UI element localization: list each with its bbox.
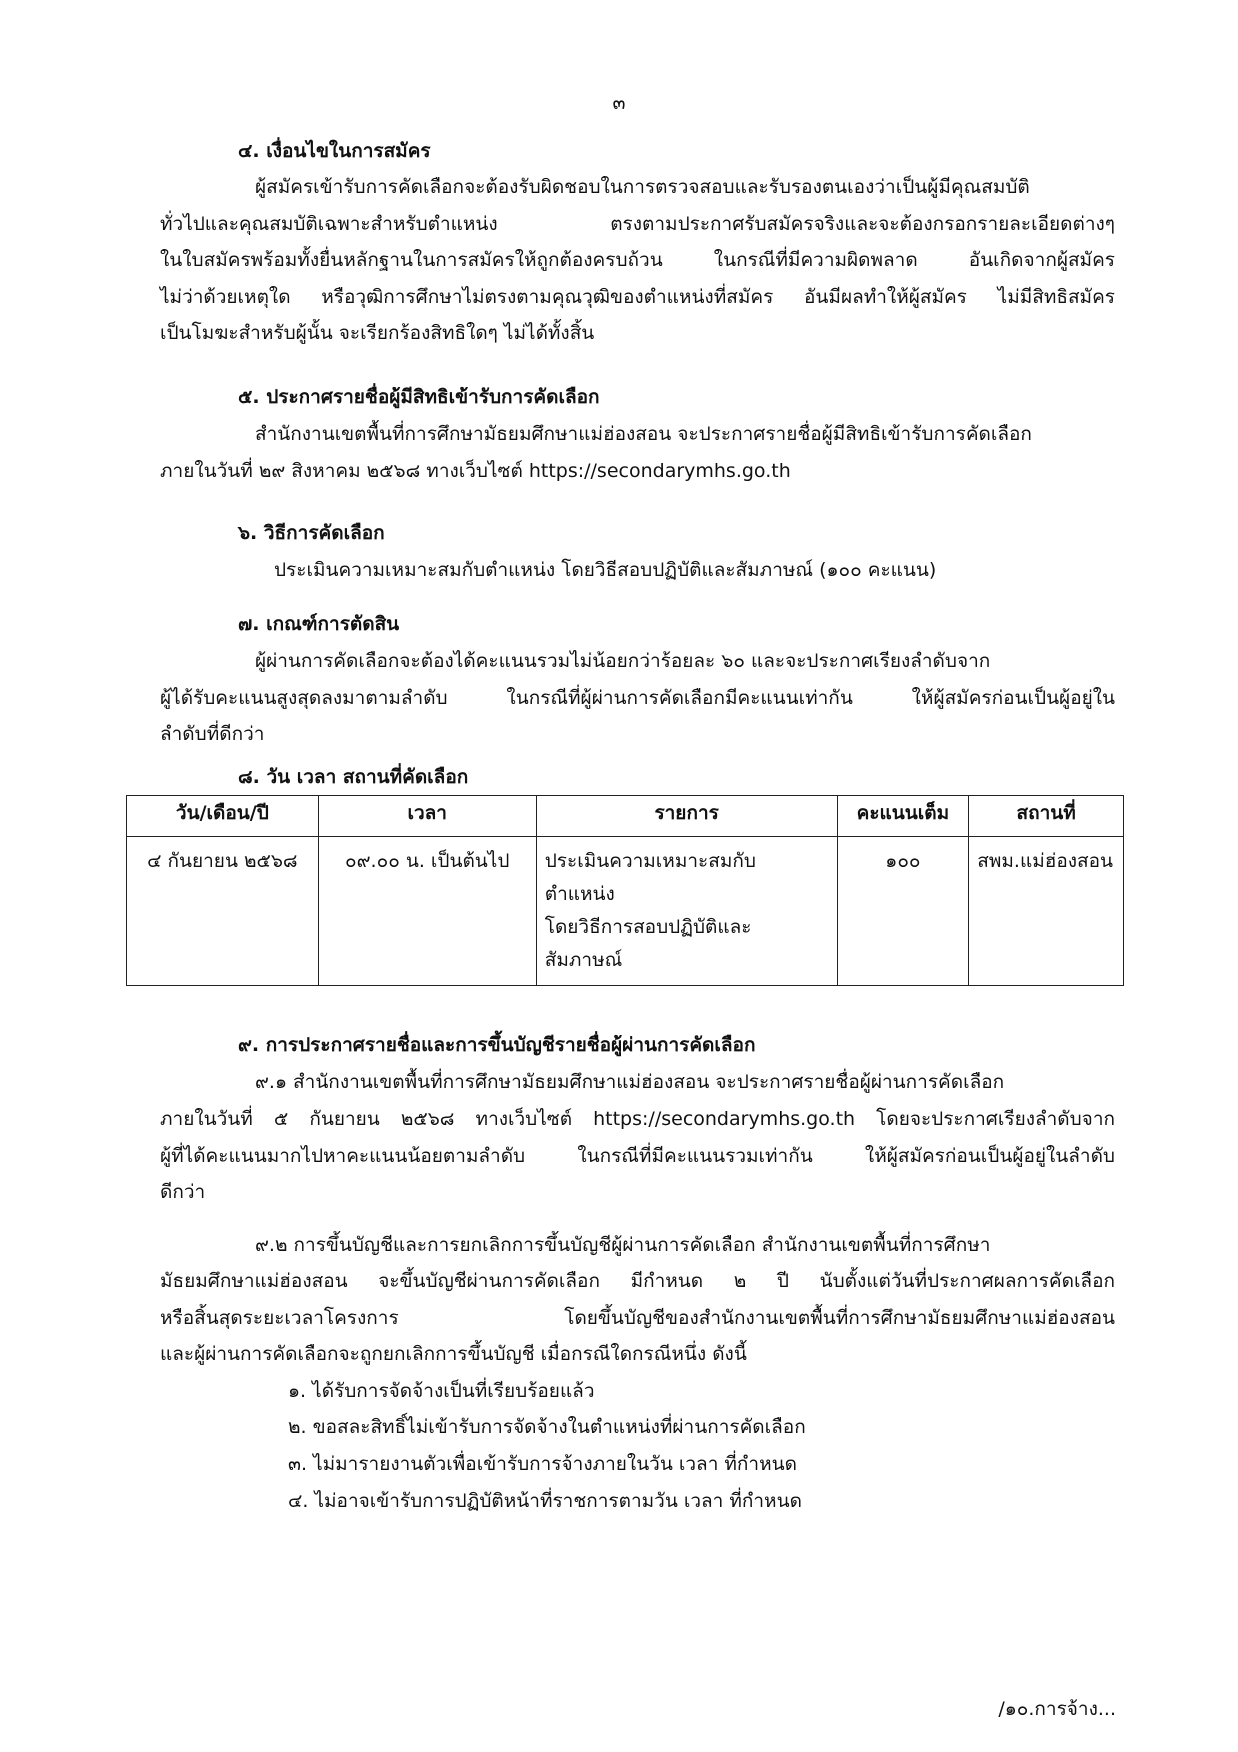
cancel-condition-1: ๑. ได้รับการจัดจ้างเป็นที่เรียบร้อยแล้ว [288,1380,595,1402]
table-row [127,837,1124,986]
section-4-heading: ๔. เงื่อนไขในการสมัคร [238,140,431,162]
cell-score: ๑๐๐ [837,837,969,986]
section-4-line-1: ผู้สมัครเข้ารับการคัดเลือกจะต้องรับผิดชอบในการตรวจสอบและรับรองตนเองว่าเป็นผู้มีคุณสมบัติ [255,176,1030,198]
cell-item-line-1: ประเมินความเหมาะสมกับ [544,850,756,872]
section-4-line-5: เป็นโมฆะสำหรับผู้นั้น จะเรียกร้องสิทธิใดๆ ไม่ได้ทั้งสิ้น [160,322,595,344]
section-9-1-line-2: ภายในวันที่ ๕ กันยายน ๒๕๖๘ ทางเว็บไซต์ https://secondarymhs.go.th โดยจะประกาศเรียงลำดับจาก [160,1108,1115,1130]
section-9-2-line-1: ๙.๒ การขึ้นบัญชีและการยกเลิกการขึ้นบัญชีผู้ผ่านการคัดเลือก สำนักงานเขตพื้นที่การศึกษา [255,1234,991,1256]
selection-schedule-table [126,795,1124,986]
section-9-1-line-4: ดีกว่า [160,1181,206,1203]
section-9-1-line-1: ๙.๑ สำนักงานเขตพื้นที่การศึกษามัธยมศึกษาแม่ฮ่องสอน จะประกาศรายชื่อผู้ผ่านการคัดเลือก [255,1071,1005,1093]
cell-place: สพม.แม่ฮ่องสอน [969,837,1124,986]
section-9-2-line-3: หรือสิ้นสุดระยะเวลาโครงการ โดยขึ้นบัญชีของสำนักงานเขตพื้นที่การศึกษามัธยมศึกษาแม่ฮ่องสอน [160,1307,1115,1329]
section-7-heading: ๗. เกณฑ์การตัดสิน [238,613,400,635]
section-9-2-line-4: และผู้ผ่านการคัดเลือกจะถูกยกเลิกการขึ้นบัญชี เมื่อกรณีใดกรณีหนึ่ง ดังนี้ [160,1343,747,1365]
cell-time: ๐๙.๐๐ น. เป็นต้นไป [318,837,536,986]
cancel-condition-3: ๓. ไม่มารายงานตัวเพื่อเข้ารับการจ้างภายในวัน เวลา ที่กำหนด [288,1453,797,1475]
section-6-line-1: ประเมินความเหมาะสมกับตำแหน่ง โดยวิธีสอบปฏิบัติและสัมภาษณ์ (๑๐๐ คะแนน) [274,559,937,581]
cell-item-line-3: โดยวิธีการสอบปฏิบัติและ [544,916,752,938]
cell-item-line-2: ตำแหน่ง [544,883,615,905]
section-7-line-2: ผู้ได้รับคะแนนสูงสุดลงมาตามลำดับ ในกรณีที่ผู้ผ่านการคัดเลือกมีคะแนนเท่ากัน ให้ผู้สมัครก่อนเป็นผู้อยู่ใน [160,687,1115,709]
section-9-1-line-3: ผู้ที่ได้คะแนนมากไปหาคะแนนน้อยตามลำดับ ในกรณีที่มีคะแนนรวมเท่ากัน ให้ผู้สมัครก่อนเป็นผู้อยู่ในลำดับ [160,1145,1115,1167]
cell-date: ๔ กันยายน ๒๕๖๘ [127,837,319,986]
header-full-score: คะแนนเต็ม [837,796,969,837]
section-7-line-3: ลำดับที่ดีกว่า [160,723,265,745]
header-date: วัน/เดือน/ปี [127,796,319,837]
cancel-condition-4: ๔. ไม่อาจเข้ารับการปฏิบัติหน้าที่ราชการตามวัน เวลา ที่กำหนด [288,1490,802,1512]
section-5-line-1: สำนักงานเขตพื้นที่การศึกษามัธยมศึกษาแม่ฮ่องสอน จะประกาศรายชื่อผู้มีสิทธิเข้ารับการคัดเลือก [255,423,1032,445]
section-4-line-2: ทั่วไปและคุณสมบัติเฉพาะสำหรับตำแหน่ง ตรงตามประกาศรับสมัครจริงและจะต้องกรอกรายละเอียดต่างๆ [160,213,1115,235]
header-item: รายการ [536,796,837,837]
section-4-line-4: ไม่ว่าด้วยเหตุใด หรือวุฒิการศึกษาไม่ตรงตามคุณวุฒิของตำแหน่งที่สมัคร อันมีผลทำให้ผู้สมัคร ไม่มีสิทธิสมัคร [160,286,1115,308]
section-5-line-2: ภายในวันที่ ๒๙ สิงหาคม ๒๕๖๘ ทางเว็บไซต์ https://secondarymhs.go.th [160,460,791,482]
section-5-heading: ๕. ประกาศรายชื่อผู้มีสิทธิเข้ารับการคัดเลือก [238,386,600,408]
cell-item-line-4: สัมภาษณ์ [544,949,623,971]
section-7-line-1: ผู้ผ่านการคัดเลือกจะต้องได้คะแนนรวมไม่น้อยกว่าร้อยละ ๖๐ และจะประกาศเรียงลำดับจาก [255,650,991,672]
section-6-heading: ๖. วิธีการคัดเลือก [238,522,385,544]
cell-item [536,837,837,986]
cancel-condition-2: ๒. ขอสละสิทธิ์ไม่เข้ารับการจัดจ้างในตำแหน่งที่ผ่านการคัดเลือก [288,1416,806,1438]
section-4-line-3: ในใบสมัครพร้อมทั้งยื่นหลักฐานในการสมัครให้ถูกต้องครบถ้วน ในกรณีที่มีความผิดพลาด อันเกิดจากผู้สมัคร [160,249,1115,271]
table-header-row [127,796,1124,837]
section-9-heading: ๙. การประกาศรายชื่อและการขึ้นบัญชีรายชื่อผู้ผ่านการคัดเลือก [238,1034,756,1056]
continuation-note: /๑๐.การจ้าง... [998,1698,1116,1720]
header-time: เวลา [318,796,536,837]
header-place: สถานที่ [969,796,1124,837]
page-number: ๓ [612,92,626,114]
section-9-2-line-2: มัธยมศึกษาแม่ฮ่องสอน จะขึ้นบัญชีผ่านการคัดเลือก มีกำหนด ๒ ปี นับตั้งแต่วันที่ประกาศผลการคัดเลือก [160,1270,1115,1292]
section-8-heading: ๘. วัน เวลา สถานที่คัดเลือก [238,766,469,788]
